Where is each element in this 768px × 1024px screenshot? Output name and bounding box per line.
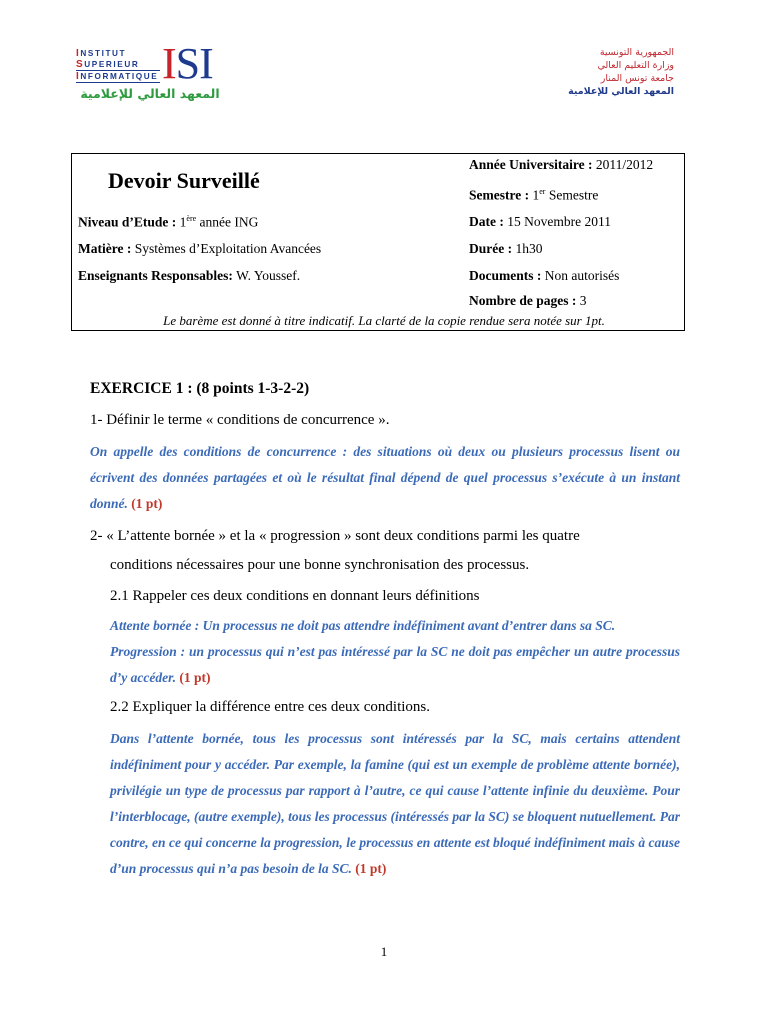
logo-arabic-text: المعهد العالي للإعلامية	[80, 86, 220, 101]
page-number: 1	[380, 944, 388, 959]
answer-2-2: Dans l’attente bornée, tous les processus sont intéressés par la SC, mais certains attendent indéfiniment pour y accéder. Par exemple, la famine (qui est un exemple de problème attente bornée), privilégie un type de processus par rapport à l’autre, ce qui cause l’attente infinie du deuxième. Pour l’interblocage, (autre exemple), tous les processus (intéressés par la SC) se bloquent nutuellement. Par contre, en ce qui concerne la progression, le processus en attente est bloqué indéfiniment mais à cause d’un processus qui n’a pas besoin de la SC. (1 pt)	[110, 731, 680, 876]
duree-field: Durée : 1h30	[469, 241, 543, 256]
question-2-1: 2.1 Rappeler ces deux conditions en donnant leurs définitions	[110, 588, 480, 604]
answer-1: On appelle des conditions de concurrence : des situations où deux ou plusieurs processus lisent ou écrivent des données partagées et où le résultat final dépend de quel processus s’exécute à un instant donné. (1 pt)	[90, 444, 680, 511]
question-2-2: 2.2 Expliquer la différence entre ces deux conditions.	[110, 699, 431, 715]
exercise-title: EXERCICE 1 : (8 points 1-3-2-2)	[90, 380, 310, 397]
date-field: Date : 15 Novembre 2011	[469, 214, 611, 229]
pages-field: Nombre de pages : 3	[469, 293, 587, 308]
exam-title: Devoir Surveillé	[108, 168, 260, 193]
logo-line-informatique: INFORMATIQUE	[76, 71, 159, 82]
points-badge: (1 pt)	[355, 861, 387, 876]
question-1: 1- Définir le terme « conditions de concurrence ».	[90, 412, 390, 428]
bareme-note: Le barème est donné à titre indicatif. La clarté de la copie rendue sera notée sur 1pt.	[163, 313, 605, 328]
logo-isi-letters: ISI	[162, 39, 213, 88]
arabic-header-line: الجمهورية التونسية	[599, 47, 674, 58]
answer-2-1: Attente bornée : Un processus ne doit pas attendre indéfiniment avant d’entrer dans sa SC. Progression : un processus qui n’est pas intéressé par la SC ne doit pas empêcher un autre processus d’y accéder. (1 pt)	[110, 618, 680, 685]
logo-text-lines	[76, 48, 160, 83]
niveau-field: Niveau d’Etude : 1ère année ING	[78, 214, 259, 230]
points-badge: (1 pt)	[179, 670, 211, 685]
matiere-field: Matière : Systèmes d’Exploitation Avancées	[78, 241, 322, 256]
annee-field: Année Universitaire : 2011/2012	[469, 157, 654, 172]
arabic-header-line: المعهد العالي للإعلامية	[568, 86, 674, 97]
enseignants-field: Enseignants Responsables: W. Youssef.	[78, 268, 301, 283]
points-badge: (1 pt)	[131, 496, 163, 511]
isi-logo	[76, 39, 226, 106]
arabic-header	[568, 46, 674, 98]
logo-line-superieur: SUPERIEUR	[76, 59, 160, 71]
question-2-line-1: 2- « L’attente bornée » et la « progression » sont deux conditions parmi les quatre	[90, 528, 580, 544]
question-2-line-2: conditions nécessaires pour une bonne synchronisation des processus.	[110, 557, 530, 573]
arabic-header-line: جامعة تونس المنار	[600, 73, 674, 84]
documents-field: Documents : Non autorisés	[469, 268, 620, 283]
arabic-header-line: وزارة التعليم العالي	[597, 60, 674, 71]
logo-line-institut: INSTITUT	[76, 48, 127, 59]
semestre-field: Semestre : 1er Semestre	[469, 187, 599, 203]
